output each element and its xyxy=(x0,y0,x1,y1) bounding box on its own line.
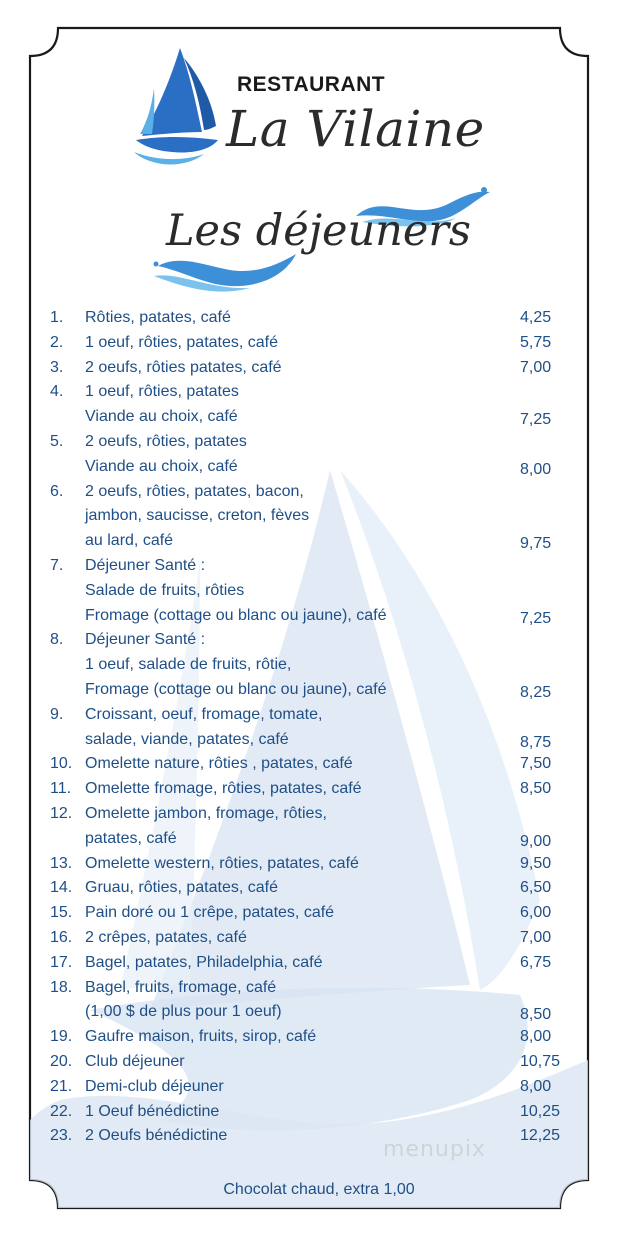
menu-item-description: Salade de fruits, rôties xyxy=(85,581,245,599)
menu-item-number: 6. xyxy=(50,482,64,500)
menu-item-description: 2 crêpes, patates, café xyxy=(85,928,247,946)
menu-item-price: 8,00 xyxy=(520,1028,552,1046)
menu-item-description: salade, viande, patates, café xyxy=(85,730,289,748)
menu-item-description: Déjeuner Santé : xyxy=(85,631,206,649)
sailboat-logo-icon xyxy=(132,44,224,166)
menu-item-number: 23. xyxy=(50,1127,73,1145)
wave-swoosh-icon xyxy=(150,246,300,296)
menu-item-description: Gaufre maison, fruits, sirop, café xyxy=(85,1028,317,1046)
menu-item-description: Viande au choix, café xyxy=(85,408,238,426)
menu-item-price: 8,50 xyxy=(520,1006,552,1024)
menu-item-line xyxy=(0,752,618,777)
menu-item xyxy=(0,703,618,753)
menu-item xyxy=(0,1124,618,1149)
menu-item-line xyxy=(0,653,618,678)
menu-item-description: 1 oeuf, salade de fruits, rôtie, xyxy=(85,656,292,674)
menu-item-number: 2. xyxy=(50,333,64,351)
menu-item-price: 8,25 xyxy=(520,683,552,701)
menu-item xyxy=(0,380,618,430)
menu-item-description: 1 Oeuf bénédictine xyxy=(85,1102,220,1120)
menu-item-line xyxy=(0,1100,618,1125)
menu-item-line xyxy=(0,901,618,926)
menu-item xyxy=(0,554,618,628)
menu-item-price: 6,75 xyxy=(520,953,552,971)
menu-item xyxy=(0,876,618,901)
menu-item-description: Bagel, fruits, fromage, café xyxy=(85,978,277,996)
menu-item-number: 22. xyxy=(50,1102,73,1120)
menu-item-price: 8,00 xyxy=(520,1077,552,1095)
menu-item-description: 1 oeuf, rôties, patates xyxy=(85,383,239,401)
menu-list xyxy=(0,306,618,1149)
menu-item-line xyxy=(0,951,618,976)
section-title: Les déjeuners xyxy=(166,206,471,256)
menu-item-line xyxy=(0,504,618,529)
menu-item xyxy=(0,1100,618,1125)
menu-item-number: 18. xyxy=(50,978,73,996)
menu-item-line xyxy=(0,1124,618,1149)
menu-item-price: 6,50 xyxy=(520,879,552,897)
menu-item-description: Bagel, patates, Philadelphia, café xyxy=(85,953,323,971)
menu-item xyxy=(0,852,618,877)
menu-item-number: 16. xyxy=(50,928,73,946)
menu-item-description: Omelette jambon, fromage, rôties, xyxy=(85,804,327,822)
menu-item-price: 7,00 xyxy=(520,928,552,946)
menu-item-line xyxy=(0,306,618,331)
menu-item-line xyxy=(0,455,618,480)
menu-item-line xyxy=(0,728,618,753)
menu-item-number: 21. xyxy=(50,1077,73,1095)
menu-item-line xyxy=(0,529,618,554)
menu-item-price: 10,75 xyxy=(520,1052,561,1070)
menu-item-price: 9,00 xyxy=(520,832,552,850)
menu-item xyxy=(0,331,618,356)
menu-item-description: Omelette nature, rôties , patates, café xyxy=(85,755,353,773)
menu-item-number: 1. xyxy=(50,309,64,326)
menu-item-line xyxy=(0,480,618,505)
menu-item-number: 9. xyxy=(50,705,64,723)
menu-item-number: 3. xyxy=(50,358,64,376)
menu-item-line xyxy=(0,976,618,1001)
menu-item-description: Fromage (cottage ou blanc ou jaune), café xyxy=(85,606,387,624)
menu-item-number: 4. xyxy=(50,383,64,401)
menu-item-description: Demi-club déjeuner xyxy=(85,1077,224,1095)
menu-item-number: 13. xyxy=(50,854,73,872)
menu-item xyxy=(0,901,618,926)
menu-item-description: 2 oeufs, rôties patates, café xyxy=(85,358,282,376)
menu-item-price: 9,50 xyxy=(520,854,552,872)
menu-item-price: 10,25 xyxy=(520,1102,561,1120)
menu-item-line xyxy=(0,628,618,653)
menu-item-description: Viande au choix, café xyxy=(85,457,238,475)
menu-item-description: Omelette western, rôties, patates, café xyxy=(85,854,359,872)
menu-item-line xyxy=(0,1050,618,1075)
menu-item-line xyxy=(0,926,618,951)
menu-item-line xyxy=(0,554,618,579)
menu-item-description: 2 Oeufs bénédictine xyxy=(85,1127,228,1145)
menu-item-description: 2 oeufs, rôties, patates, bacon, xyxy=(85,482,304,500)
footer-note-text: Chocolat chaud, extra 1,00 xyxy=(223,1181,415,1198)
menu-item-line xyxy=(0,380,618,405)
menu-item-description: Fromage (cottage ou blanc ou jaune), café xyxy=(85,680,387,698)
menu-item xyxy=(0,926,618,951)
menu-item-line xyxy=(0,604,618,629)
menu-item-description: Déjeuner Santé : xyxy=(85,556,206,574)
menu-item xyxy=(0,752,618,777)
menu-item-line xyxy=(0,579,618,604)
menu-item-number: 5. xyxy=(50,432,64,450)
menu-item-number: 20. xyxy=(50,1052,73,1070)
menu-item-price: 8,50 xyxy=(520,780,552,798)
menu-item-line xyxy=(0,356,618,381)
menu-item-number: 8. xyxy=(50,631,64,649)
menu-item-description: Pain doré ou 1 crêpe, patates, café xyxy=(85,904,335,922)
menu-item-price: 8,00 xyxy=(520,460,552,478)
menu-item-description: 2 oeufs, rôties, patates xyxy=(85,432,247,450)
menu-item-price: 7,50 xyxy=(520,755,552,773)
menu-item xyxy=(0,951,618,976)
menu-item-price: 9,75 xyxy=(520,535,552,553)
menu-item-line xyxy=(0,405,618,430)
menu-item-line xyxy=(0,777,618,802)
menu-item-price: 7,00 xyxy=(520,358,552,376)
menu-item-description: jambon, saucisse, creton, fèves xyxy=(85,507,310,525)
menu-item-line xyxy=(0,678,618,703)
menu-item-description: Omelette fromage, rôties, patates, café xyxy=(85,780,362,798)
menu-item xyxy=(0,306,618,331)
menu-item xyxy=(0,1075,618,1100)
menu-item-price: 12,25 xyxy=(520,1127,561,1145)
watermark-text: menupix xyxy=(383,1137,486,1162)
menu-item xyxy=(0,1050,618,1075)
menu-item xyxy=(0,976,618,1026)
menu-item-price: 6,00 xyxy=(520,904,552,922)
menu-item-number: 10. xyxy=(50,755,73,773)
menu-item-line xyxy=(0,1025,618,1050)
menu-item-description: Gruau, rôties, patates, café xyxy=(85,879,278,897)
brand-name: La Vilaine xyxy=(226,100,485,158)
menu-item-number: 12. xyxy=(50,804,73,822)
menu-item-price: 4,25 xyxy=(520,309,552,326)
menu-item-number: 7. xyxy=(50,556,64,574)
menu-item-line xyxy=(0,331,618,356)
menu-item xyxy=(0,628,618,702)
menu-item-description: Club déjeuner xyxy=(85,1052,185,1070)
menu-item-number: 17. xyxy=(50,953,73,971)
menu-item-line xyxy=(0,802,618,827)
menu-item xyxy=(0,356,618,381)
menu-item-description: 1 oeuf, rôties, patates, café xyxy=(85,333,279,351)
menu-item xyxy=(0,1025,618,1050)
menu-item-number: 19. xyxy=(50,1028,73,1046)
menu-item xyxy=(0,480,618,554)
menu-item-line xyxy=(0,827,618,852)
menu-item-line xyxy=(0,703,618,728)
menu-item xyxy=(0,802,618,852)
restaurant-label: RESTAURANT xyxy=(237,73,386,96)
menu-item-price: 7,25 xyxy=(520,609,552,627)
menu-item-price: 8,75 xyxy=(520,733,552,751)
menu-item-number: 14. xyxy=(50,879,73,897)
menu-item-number: 15. xyxy=(50,904,73,922)
menu-item-description: patates, café xyxy=(85,829,177,847)
menu-item-line xyxy=(0,1000,618,1025)
menu-item-price: 5,75 xyxy=(520,333,552,351)
footer-note xyxy=(0,1181,618,1199)
menu-item-description: Rôties, patates, café xyxy=(85,309,231,326)
menu-item-description: Croissant, oeuf, fromage, tomate, xyxy=(85,705,323,723)
menu-item-price: 7,25 xyxy=(520,411,552,429)
menu-item-line xyxy=(0,430,618,455)
menu-item-number: 11. xyxy=(50,780,72,798)
menu-item-line xyxy=(0,1075,618,1100)
menu-item xyxy=(0,430,618,480)
menu-item xyxy=(0,777,618,802)
menu-item-description: (1,00 $ de plus pour 1 oeuf) xyxy=(85,1003,282,1021)
menu-item-description: au lard, café xyxy=(85,532,174,550)
menu-item-line xyxy=(0,876,618,901)
menu-item-line xyxy=(0,852,618,877)
